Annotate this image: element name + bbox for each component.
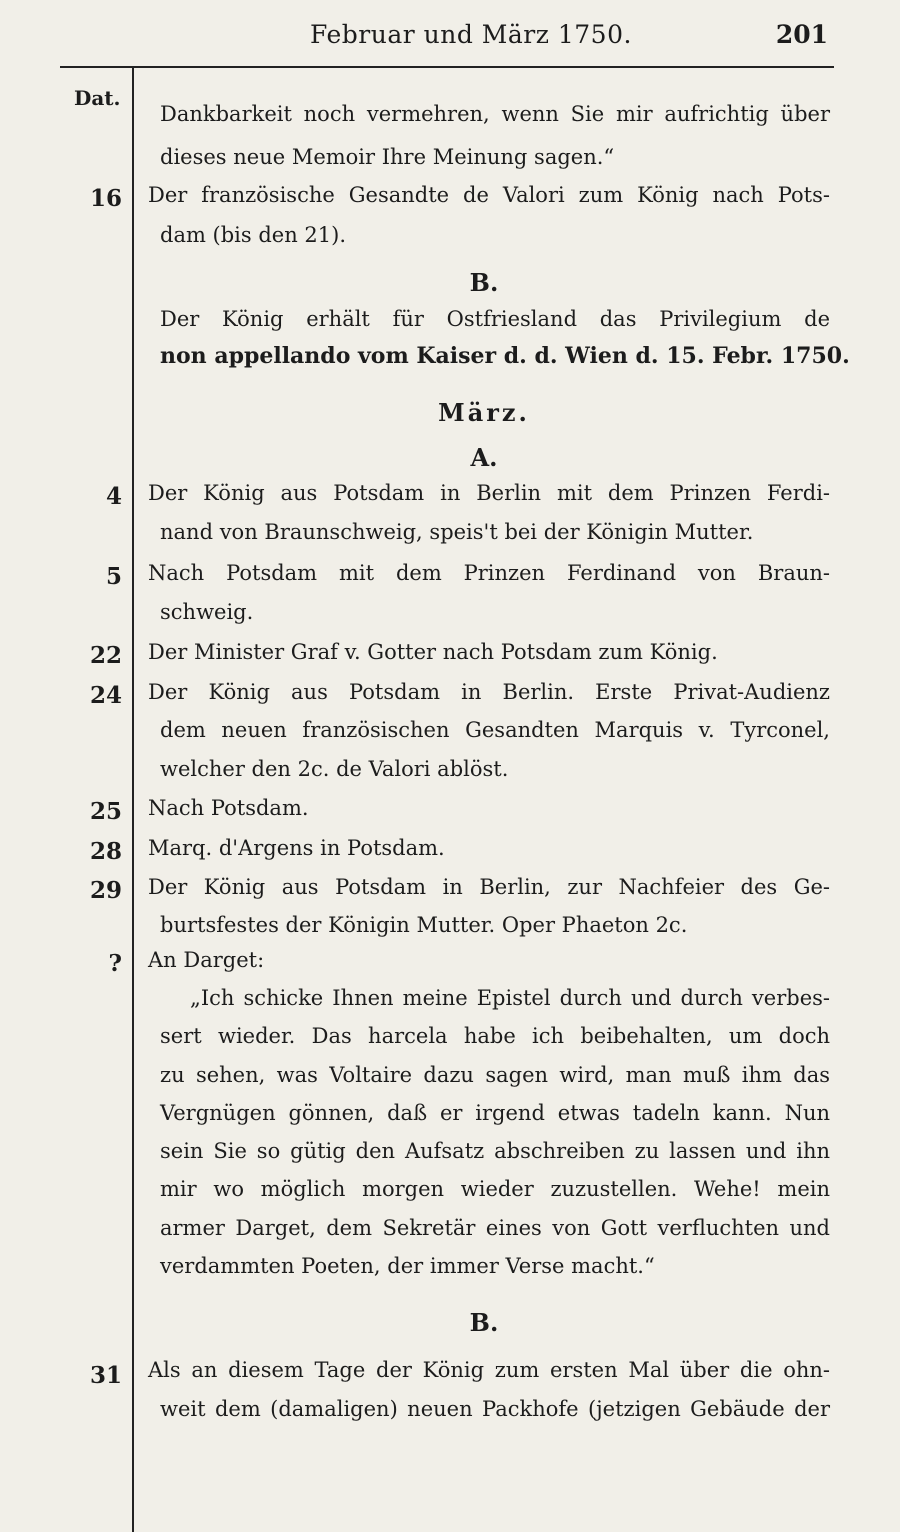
- text-line: Der König aus Potsdam in Berlin mit dem Prinzen Ferdi-: [148, 481, 830, 505]
- entry-date: ?: [108, 950, 122, 977]
- text-line: weit dem (damaligen) neuen Packhofe (jetzigen Gebäude der: [160, 1397, 830, 1421]
- text-line: welcher den 2c. de Valori ablöst.: [160, 757, 509, 781]
- page-number: 201: [775, 20, 828, 49]
- text-line: nand von Braunschweig, speis't bei der Königin Mutter.: [160, 520, 754, 544]
- running-title: Februar und März 1750.: [310, 20, 632, 49]
- text-line: Der König aus Potsdam in Berlin, zur Nachfeier des Ge-: [148, 875, 830, 899]
- text-line: armer Darget, dem Sekretär eines von Gott verfluchten und: [160, 1216, 830, 1240]
- text-line: schweig.: [160, 600, 254, 624]
- text-line: Der König aus Potsdam in Berlin. Erste Privat-Audienz: [148, 680, 830, 704]
- text-line: Nach Potsdam mit dem Prinzen Ferdinand von Braun-: [148, 561, 830, 585]
- text-line: dem neuen französischen Gesandten Marquis v. Tyrconel,: [160, 718, 830, 742]
- text-line: non appellando vom Kaiser d. d. Wien d. 15. Febr. 1750.: [160, 343, 850, 369]
- text-line: Marq. d'Argens in Potsdam.: [148, 836, 445, 860]
- entry-date: 16: [89, 185, 122, 212]
- page-header: [60, 18, 840, 52]
- text-line: mir wo möglich morgen wieder zuzustellen. Wehe! mein: [160, 1177, 830, 1201]
- entry-date: 28: [89, 838, 122, 865]
- text-line: Der französische Gesandte de Valori zum König nach Pots-: [148, 183, 830, 207]
- section-heading-b: B.: [469, 268, 499, 297]
- text-line: verdammten Poeten, der immer Verse macht.“: [160, 1254, 655, 1278]
- text-line: Nach Potsdam.: [148, 796, 309, 820]
- text-line: sein Sie so gütig den Aufsatz abschreiben zu lassen und ihn: [160, 1139, 830, 1163]
- text-line: „Ich schicke Ihnen meine Epistel durch und durch verbes-: [190, 986, 830, 1010]
- entry-date: 22: [89, 642, 122, 669]
- text-line: An Darget:: [148, 948, 265, 972]
- text-line: Vergnügen gönnen, daß er irgend etwas tadeln kann. Nun: [160, 1101, 830, 1125]
- entry-date: 29: [89, 877, 122, 904]
- text-line: dam (bis den 21).: [160, 223, 347, 247]
- text-line: Der König erhält für Ostfriesland das Privilegium de: [160, 307, 830, 331]
- text-line: dieses neue Memoir Ihre Meinung sagen.“: [160, 145, 615, 169]
- entry-date: 31: [89, 1362, 122, 1389]
- text-line: Als an diesem Tage der König zum ersten Mal über die ohn-: [148, 1358, 830, 1382]
- section-heading-a: A.: [470, 443, 498, 472]
- text-line: sert wieder. Das harcela habe ich beibehalten, um doch: [160, 1024, 830, 1048]
- month-heading: März.: [438, 398, 530, 427]
- text-line: zu sehen, was Voltaire dazu sagen wird, man muß ihm das: [160, 1063, 830, 1087]
- text-line: Der Minister Graf v. Gotter nach Potsdam zum König.: [148, 640, 718, 664]
- entry-date: 24: [89, 682, 122, 709]
- header-rule: [60, 66, 834, 68]
- date-column-heading: Dat.: [74, 86, 121, 110]
- text-line: burtsfestes der Königin Mutter. Oper Phaeton 2c.: [160, 913, 688, 937]
- text-line: Dankbarkeit noch vermehren, wenn Sie mir aufrichtig über: [160, 102, 830, 126]
- entry-date: 5: [105, 563, 122, 590]
- entry-date: 25: [89, 798, 122, 825]
- section-heading-b: B.: [469, 1308, 499, 1337]
- entry-date: 4: [105, 483, 122, 510]
